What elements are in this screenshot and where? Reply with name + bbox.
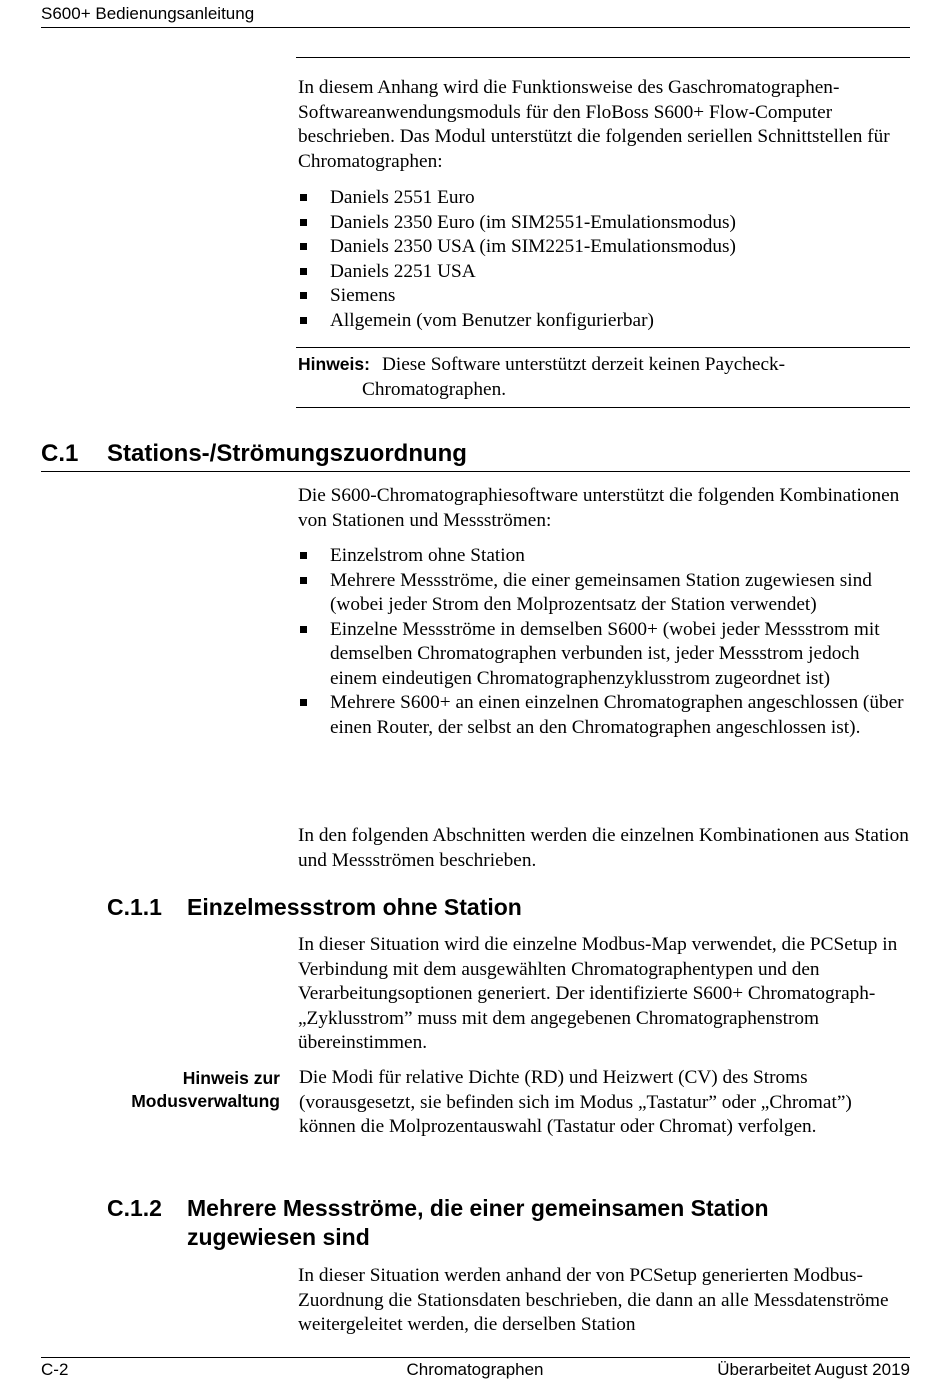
list-item: Daniels 2350 USA (im SIM2251-Emulationsmodus) — [298, 235, 910, 260]
bullet-icon — [300, 243, 307, 250]
section-title: Stations-/Strömungszuordnung — [107, 440, 467, 467]
bullet-icon — [300, 626, 307, 633]
interface-list — [298, 186, 910, 333]
bullet-icon — [300, 577, 307, 584]
c1-paragraph: Die S600-Chromatographiesoftware unterstützt die folgenden Kombinationen von Stationen und Messströmen: — [298, 485, 900, 531]
footer-revision: Überarbeitet August 2019 — [717, 1360, 910, 1379]
section-number: C.1.1 — [107, 894, 162, 920]
note-label: Hinweis: — [298, 354, 370, 374]
note-text-line1: Diese Software unterstützt derzeit keinen Paycheck- — [381, 354, 786, 375]
bullet-icon — [300, 699, 307, 706]
section-rule — [41, 471, 910, 472]
section-title-line1: Mehrere Messströme, die einer gemeinsamen Station — [187, 1195, 769, 1221]
section-title-line2: zugewiesen sind — [187, 1224, 370, 1250]
list-item: Allgemein (vom Benutzer konfigurierbar) — [298, 309, 910, 334]
list-item: Mehrere S600+ an einen einzelnen Chromatographen angeschlossen (über einen Router, der selbst an den Chromatographen angeschlossen ist). — [298, 691, 910, 740]
list-item: Einzelstrom ohne Station — [298, 544, 910, 569]
intro-top-rule — [296, 57, 910, 58]
section-title: Einzelmessstrom ohne Station — [187, 894, 522, 920]
section-heading-c12 — [107, 1194, 769, 1252]
section-heading-c1 — [41, 440, 467, 468]
margin-note-label: Hinweis zur Modusverwaltung — [131, 1068, 280, 1111]
footer-chapter: Chromatographen — [406, 1360, 544, 1379]
c12-paragraph: In dieser Situation werden anhand der von PCSetup generierten Modbus-Zuordnung die Stationsdaten beschrieben, die dann an alle Messdatenströme weitergeleitet werden, die derselben Station — [298, 1265, 889, 1335]
section-number: C.1 — [41, 440, 79, 467]
bullet-icon — [300, 268, 307, 275]
bullet-icon — [300, 552, 307, 559]
header-rule — [41, 27, 910, 28]
bullet-icon — [300, 317, 307, 324]
running-header: S600+ Bedienungsanleitung — [41, 4, 255, 23]
note-top-rule — [296, 347, 910, 348]
page-number: C-2 — [41, 1360, 69, 1379]
list-item: Daniels 2251 USA — [298, 260, 910, 285]
note-block — [298, 352, 910, 402]
note-bottom-rule — [296, 407, 910, 408]
margin-note-text: Die Modi für relative Dichte (RD) und Heizwert (CV) des Stroms (vorausgesetzt, sie befinden sich im Modus „Tastatur” oder „Chromat”) können die Molprozentauswahl (Tastatur oder Chromat) verfolgen. — [299, 1067, 852, 1137]
footer-rule — [41, 1357, 910, 1358]
note-text-line2: Chromatographen. — [362, 378, 507, 400]
intro-paragraph: In diesem Anhang wird die Funktionsweise des Gaschromatographen-Softwareanwendungsmoduls für den FloBoss S600+ Flow-Computer beschrieben. Das Modul unterstützt die folgenden seriellen Schnittstellen für Chromatographen: — [298, 77, 890, 172]
list-item: Siemens — [298, 284, 910, 309]
bullet-icon — [300, 194, 307, 201]
list-item: Daniels 2551 Euro — [298, 186, 910, 211]
bullet-icon — [300, 219, 307, 226]
c11-paragraph: In dieser Situation wird die einzelne Modbus-Map verwendet, die PCSetup in Verbindung mit dem ausgewählten Chromatographentypen und den Verarbeitungsoptionen generiert. Der identifizierte S600+ Chromatograph-„Zyklusstrom” muss mit dem angegebenen Chromatographenstrom übereinstimmen. — [298, 934, 898, 1053]
list-item: Mehrere Messströme, die einer gemeinsamen Station zugewiesen sind (wobei jeder Strom den Molprozentsatz der Station verwendet) — [298, 569, 910, 618]
section-heading-c11 — [107, 893, 522, 922]
section-number: C.1.2 — [107, 1195, 162, 1221]
list-item: Einzelne Messströme in demselben S600+ (wobei jeder Messstrom mit demselben Chromatographen verbunden ist, jeder Messstrom jedoch einem eindeutigen Chromatographenzyklusstrom zugeordnet ist) — [298, 618, 910, 692]
c1-closing: In den folgenden Abschnitten werden die einzelnen Kombinationen aus Station und Messströmen beschrieben. — [298, 825, 909, 871]
list-item: Daniels 2350 Euro (im SIM2551-Emulationsmodus) — [298, 211, 910, 236]
bullet-icon — [300, 292, 307, 299]
combination-list — [298, 544, 910, 740]
